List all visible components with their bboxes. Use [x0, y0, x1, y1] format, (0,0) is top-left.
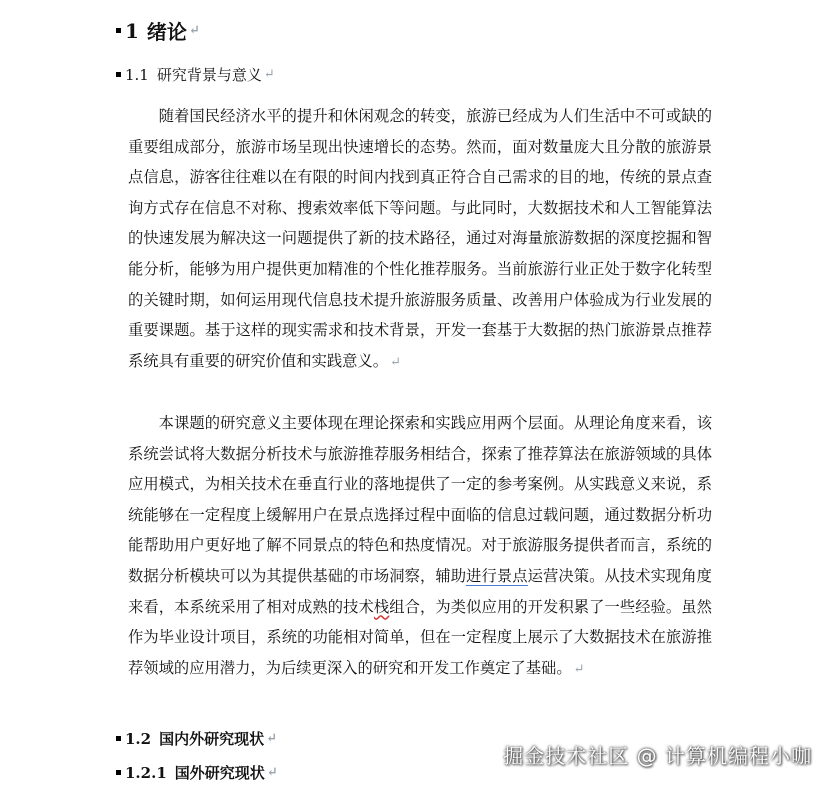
heading-1-2[interactable] — [116, 728, 277, 749]
heading-bullet — [116, 770, 121, 775]
grammar-underlined-text[interactable]: 进行景点 — [466, 566, 528, 585]
heading-title: 研究背景与意义 — [156, 66, 262, 84]
heading-number: 1.2.1 — [125, 763, 167, 782]
body-paragraph-1[interactable] — [128, 101, 712, 378]
paragraph-text: 随着国民经济水平的提升和休闲观念的转变，旅游已经成为人们生活中不可或缺的重要组成部分，旅游市场呈现出快速增长的态势。然而，面对数量庞大且分散的旅游景点信息，游客往往难以在有限的时间内找到真正符合自己需求的目的地，传统的景点查询方式存在信息不对称、搜索效率低下等问题。与此同时，大数据技术和人工智能算法的快速发展为解决这一问题提供了新的技术路径，通过对海量旅游数据的深度挖掘和智能分析，能够为用户提供更加精准的个性化推荐服务。当前旅游行业正处于数字化转型的关键时期，如何运用现代信息技术提升旅游服务质量、改善用户体验成为行业发展的重要课题。基于这样的现实需求和技术背景，开发一套基于大数据的热门旅游景点推荐系统具有重要的研究价值和实践意义。 — [128, 107, 712, 370]
paragraph-mark-icon: ↵ — [266, 765, 278, 780]
heading-bullet — [116, 72, 121, 77]
paragraph-text: 组合，为类似应用的开发积累了一些经验。虽然作为毕业设计项目，系统的功能相对简单，但在一定程度上展示了大数据技术在旅游推荐领域的应用潜力，为后续更深入的研究和开发工作奠定了基础。 — [128, 597, 712, 677]
paragraph-text: 本课题的研究意义主要体现在理论探索和实践应用两个层面。从理论角度来看，该系统尝试将大数据分析技术与旅游推荐服务相结合，探索了推荐算法在旅游领域的具体应用模式，为相关技术在垂直行业的落地提供了一定的参考案例。从实践意义来说，系统能够在一定程度上缓解用户在景点选择过程中面临的信息过载问题，通过数据分析功能帮助用户更好地了解不同景点的特色和热度情况。对于旅游服务提供者而言，系统的数据分析模块可以为其提供基础的市场洞察，辅助 — [128, 414, 712, 585]
heading-number: 1.1 — [125, 65, 149, 84]
heading-title: 绪论 — [146, 20, 187, 44]
paragraph-mark-icon: ↵ — [188, 23, 200, 38]
heading-title: 国外研究现状 — [174, 764, 265, 782]
body-paragraph-2[interactable] — [128, 408, 712, 685]
heading-bullet — [116, 736, 121, 741]
paragraph-text: 运营决策。从技术实现角度来看，本系统采用了相对成熟的技术 — [128, 566, 712, 616]
spelling-underlined-text[interactable]: 栈 — [373, 597, 390, 616]
paragraph-mark-icon: ↵ — [573, 661, 585, 677]
paragraph-mark-icon: ↵ — [266, 731, 278, 746]
watermark-text: 掘金技术社区 @ 计算机编程小咖 — [503, 744, 812, 768]
paragraph-mark-icon: ↵ — [263, 67, 275, 82]
heading-number: 1.2 — [125, 729, 152, 748]
heading-1-2-1[interactable] — [116, 762, 278, 783]
heading-1[interactable] — [116, 16, 200, 45]
heading-1-1[interactable] — [116, 64, 275, 85]
heading-number: 1 — [125, 18, 139, 43]
paragraph-mark-icon: ↵ — [390, 354, 401, 370]
heading-bullet — [116, 28, 121, 33]
heading-title: 国内外研究现状 — [159, 730, 265, 748]
